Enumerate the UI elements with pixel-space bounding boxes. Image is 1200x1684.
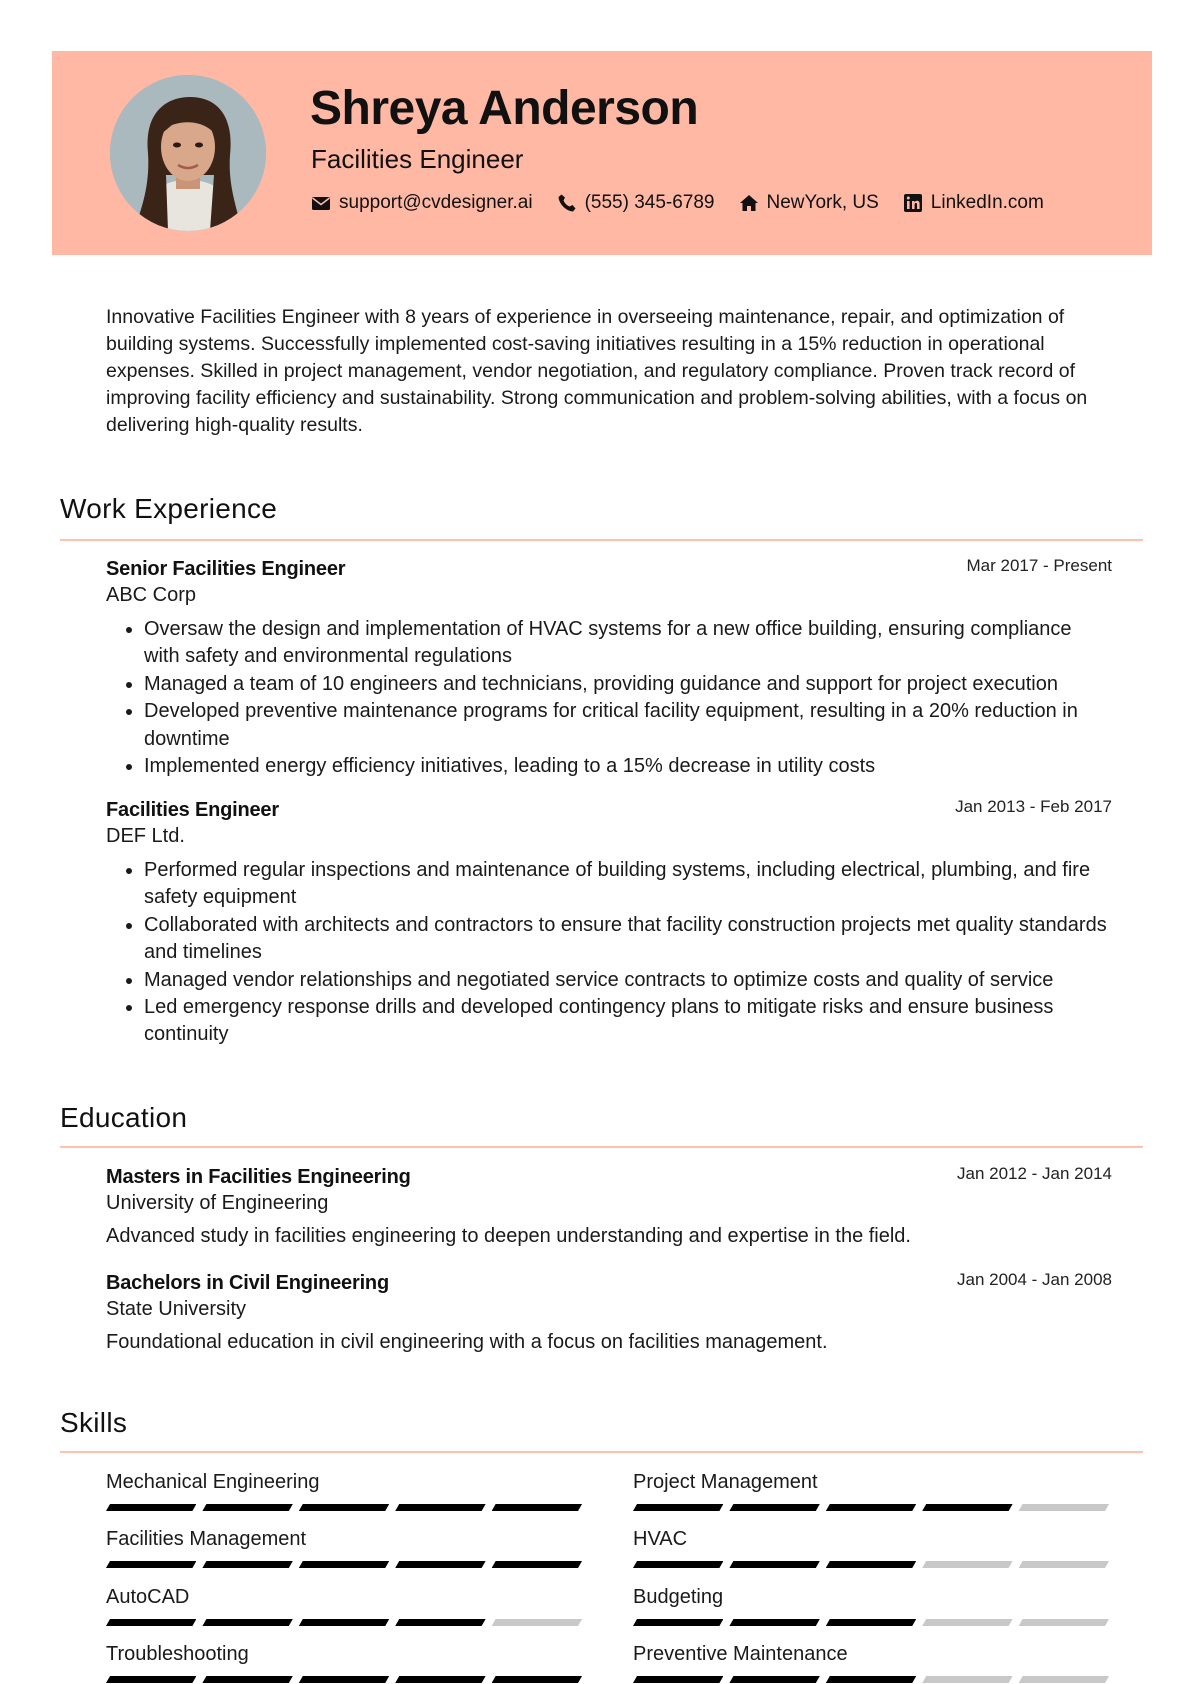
skill-level-segment-filled	[106, 1504, 196, 1511]
skill-level-segment-filled	[106, 1561, 196, 1568]
skill-item	[106, 1526, 588, 1568]
skill-level-bar	[633, 1561, 1115, 1568]
skill-item	[633, 1584, 1115, 1626]
skill-level-segment-filled	[299, 1561, 389, 1568]
skill-name: HVAC	[633, 1528, 688, 1550]
skill-level-segment-filled	[395, 1561, 485, 1568]
skill-level-segment-filled	[826, 1504, 916, 1511]
skill-level-segment-empty	[492, 1619, 582, 1626]
contact-linkedin[interactable]	[903, 191, 1044, 215]
skill-level-segment-empty	[1019, 1561, 1109, 1568]
skill-name: Troubleshooting	[106, 1643, 249, 1665]
skill-level-segment-filled	[826, 1619, 916, 1626]
profile-photo-image	[110, 75, 266, 231]
skill-name: Facilities Management	[106, 1528, 307, 1550]
linkedin-icon	[903, 193, 923, 213]
work-entry	[106, 797, 1112, 1049]
degree-name: Masters in Facilities Engineering	[106, 1166, 411, 1188]
email-text[interactable]: support@cvdesigner.ai	[339, 192, 533, 213]
profile-summary: Innovative Facilities Engineer with 8 years of experience in overseeing maintenance, repair, and optimization of building systems. Successfully implemented cost-saving initiatives resulting in a 15% reduction in operational expenses. Skilled in project management, vendor negotiation, and regulatory compliance. Proven track record of improving facility efficiency and sustainability. Strong communication and problem-solving abilities, with a focus on delivering high-quality results.	[106, 306, 1088, 436]
education-entry-header	[106, 1164, 1112, 1190]
skill-level-segment-filled	[106, 1619, 196, 1626]
skill-level-segment-empty	[1019, 1676, 1109, 1683]
education-description: Advanced study in facilities engineering to deepen understanding and expertise in the field.	[106, 1225, 911, 1247]
education-entry	[106, 1270, 1112, 1356]
degree-name: Bachelors in Civil Engineering	[106, 1272, 389, 1294]
skill-level-segment-filled	[633, 1561, 723, 1568]
skills-divider	[60, 1451, 1143, 1453]
skill-level-segment-empty	[922, 1561, 1012, 1568]
work-entry-header	[106, 797, 1112, 823]
skill-level-bar	[106, 1619, 588, 1626]
school-name: University of Engineering	[106, 1192, 329, 1214]
bullet-item: • Collaborated with architects and contractors to ensure that facility construction projects met quality standards and timelines	[144, 912, 1112, 967]
bullet-item: • Managed vendor relationships and negotiated service contracts to optimize costs and quality of service	[144, 967, 1112, 994]
job-bullets	[106, 616, 1112, 780]
skill-level-segment-filled	[395, 1619, 485, 1626]
contact-location	[739, 191, 879, 215]
skill-level-segment-filled	[633, 1504, 723, 1511]
job-title: Facilities Engineer	[311, 144, 524, 174]
job-bullets	[106, 857, 1112, 1049]
education-dates: Jan 2004 - Jan 2008	[956, 1270, 1112, 1289]
contact-email[interactable]	[311, 191, 533, 215]
bullet-item: • Oversaw the design and implementation of HVAC systems for a new office building, ensuring compliance with safety and environmental regulations	[144, 616, 1112, 671]
phone-icon	[557, 193, 577, 213]
home-icon	[739, 193, 759, 213]
header-banner	[52, 51, 1152, 255]
skill-level-bar	[106, 1504, 588, 1511]
skill-item	[106, 1469, 588, 1511]
skills-heading: Skills	[60, 1407, 128, 1438]
education-entry-header	[106, 1270, 1112, 1296]
skill-level-segment-filled	[202, 1504, 292, 1511]
skill-level-segment-filled	[729, 1561, 819, 1568]
company-name: DEF Ltd.	[106, 825, 185, 847]
skill-level-segment-filled	[299, 1676, 389, 1683]
work-entry	[106, 556, 1112, 780]
skill-level-segment-empty	[922, 1619, 1012, 1626]
education-heading: Education	[60, 1102, 188, 1133]
skill-level-segment-filled	[299, 1619, 389, 1626]
profile-photo	[110, 75, 266, 231]
bullet-item: • Performed regular inspections and maintenance of building systems, including electrical, plumbing, and fire safety equipment	[144, 857, 1112, 912]
skill-name: Mechanical Engineering	[106, 1471, 320, 1493]
skill-level-segment-filled	[299, 1504, 389, 1511]
work-entry-header	[106, 556, 1112, 582]
skill-item	[633, 1641, 1115, 1683]
skill-level-segment-filled	[202, 1561, 292, 1568]
work-experience-heading: Work Experience	[60, 493, 278, 524]
skill-level-segment-empty	[922, 1676, 1012, 1683]
skill-level-bar	[633, 1676, 1115, 1683]
job-dates: Mar 2017 - Present	[966, 556, 1112, 575]
skill-name: Budgeting	[633, 1586, 724, 1608]
location-text: NewYork, US	[766, 192, 879, 213]
education-dates: Jan 2012 - Jan 2014	[956, 1164, 1112, 1183]
skill-item	[106, 1641, 588, 1683]
skill-level-segment-filled	[826, 1676, 916, 1683]
skill-level-segment-filled	[633, 1619, 723, 1626]
education-entry	[106, 1164, 1112, 1250]
skill-item	[633, 1469, 1115, 1511]
skill-item	[106, 1584, 588, 1626]
skill-level-bar	[106, 1561, 588, 1568]
skill-level-segment-filled	[395, 1676, 485, 1683]
job-position: Facilities Engineer	[106, 799, 279, 821]
education-description: Foundational education in civil engineering with a focus on facilities management.	[106, 1331, 828, 1353]
skill-level-segment-filled	[492, 1504, 582, 1511]
skill-level-segment-filled	[922, 1504, 1012, 1511]
job-dates: Jan 2013 - Feb 2017	[955, 797, 1112, 816]
skill-level-bar	[633, 1504, 1115, 1511]
job-position: Senior Facilities Engineer	[106, 558, 346, 580]
envelope-icon	[311, 193, 331, 213]
bullet-item: • Developed preventive maintenance programs for critical facility equipment, resulting in a 20% reduction in downtime	[144, 698, 1112, 753]
skill-name: Project Management	[633, 1471, 818, 1493]
skill-level-segment-filled	[106, 1676, 196, 1683]
linkedin-text[interactable]: LinkedIn.com	[930, 192, 1044, 213]
skill-level-segment-filled	[729, 1676, 819, 1683]
skill-level-segment-empty	[1019, 1619, 1109, 1626]
skill-level-segment-empty	[1019, 1504, 1109, 1511]
skill-item	[633, 1526, 1115, 1568]
skill-level-segment-filled	[729, 1619, 819, 1626]
bullet-item: • Led emergency response drills and developed contingency plans to mitigate risks and ensure business continuity	[144, 994, 1112, 1049]
school-name: State University	[106, 1298, 247, 1320]
skill-level-segment-filled	[826, 1561, 916, 1568]
contact-phone[interactable]	[557, 191, 715, 215]
skill-level-segment-filled	[492, 1676, 582, 1683]
skill-name: AutoCAD	[106, 1586, 190, 1608]
skill-level-segment-filled	[492, 1561, 582, 1568]
phone-text[interactable]: (555) 345-6789	[584, 192, 715, 213]
company-name: ABC Corp	[106, 584, 197, 606]
skill-level-segment-filled	[202, 1676, 292, 1683]
bullet-item: • Managed a team of 10 engineers and technicians, providing guidance and support for project execution	[144, 671, 1112, 698]
work-experience-divider	[60, 539, 1143, 541]
candidate-name: Shreya Anderson	[310, 82, 699, 135]
education-divider	[60, 1146, 1143, 1148]
skill-name: Preventive Maintenance	[633, 1643, 848, 1665]
contact-bar	[311, 191, 1068, 215]
skill-level-segment-filled	[633, 1676, 723, 1683]
skill-level-bar	[106, 1676, 588, 1683]
skill-level-segment-filled	[202, 1619, 292, 1626]
bullet-item: • Implemented energy efficiency initiatives, leading to a 15% decrease in utility costs	[144, 753, 1112, 780]
skill-level-bar	[633, 1619, 1115, 1626]
skill-level-segment-filled	[395, 1504, 485, 1511]
skill-level-segment-filled	[729, 1504, 819, 1511]
